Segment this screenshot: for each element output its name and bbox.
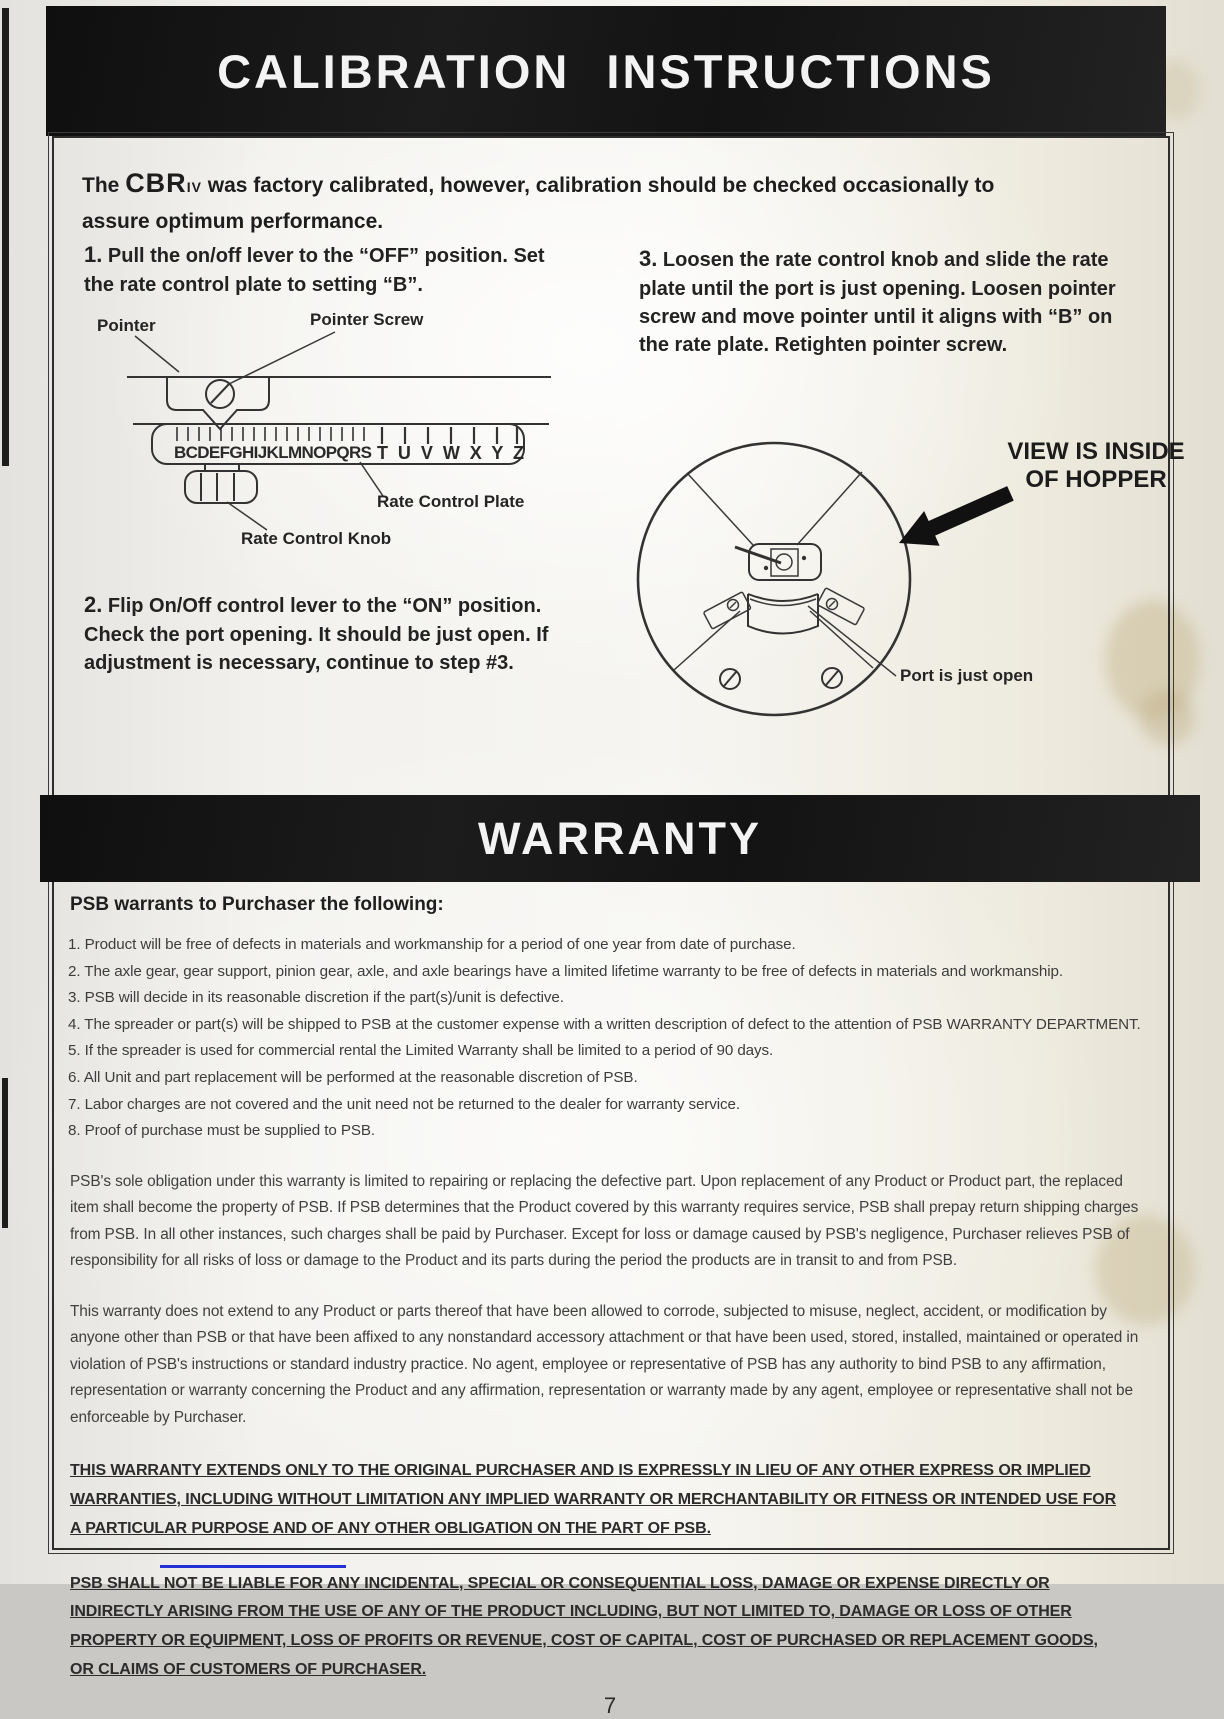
brand-name: CBR: [125, 168, 187, 198]
port-just-open-label: Port is just open: [900, 666, 1034, 685]
warranty-item: 8. Proof of purchase must be supplied to PSB.: [68, 1122, 376, 1140]
warranty-banner: [40, 795, 1200, 882]
warranty-item: 5. If the spreader is used for commercial rental the Limited Warranty shall be limited to a period of 90 days.: [68, 1042, 774, 1060]
pointer-label: Pointer: [97, 316, 156, 335]
warranty-banner-title: WARRANTY: [478, 812, 762, 864]
hopper-arrow-icon: [891, 476, 1018, 560]
rate-control-knob-label: Rate Control Knob: [241, 529, 392, 548]
step-3: [639, 244, 1135, 359]
intro-text: was factory calibrated, however, calibration should be checked occasionally to assure optimum performance.: [82, 174, 995, 234]
warranty-content: [54, 876, 1168, 1718]
hopper-diagram: [632, 410, 1192, 722]
warranty-item: 1. Product will be free of defects in materials and workmanship for a period of one year from date of purchase.: [68, 936, 796, 953]
plate-letters-spread: T U V W X Y Z: [377, 443, 524, 463]
warranty-item: 6. All Unit and part replacement will be performed at the reasonable discretion of PSB.: [68, 1068, 638, 1086]
step-3-number: 3.: [639, 246, 658, 271]
step-2: [84, 590, 564, 677]
brand-model: IV: [186, 179, 202, 195]
calibration-banner: [46, 6, 1166, 136]
step-1-number: 1.: [84, 242, 103, 267]
view-inside-hopper-label: VIEW IS INSIDE OF HOPPER: [1007, 438, 1185, 493]
warranty-item: 2. The axle gear, gear support, pinion gear, axle, and axle bearings have a limited lifetime warranty to be free of defects in materials and workmanship.: [68, 962, 1063, 980]
step-2-number: 2.: [84, 592, 103, 617]
scan-edge-artifact: [2, 8, 9, 466]
scan-blue-mark: [160, 1565, 346, 1568]
warranty-list: [68, 932, 1152, 1145]
pointer-screw-label: Pointer Screw: [310, 310, 424, 329]
scan-edge-artifact: [2, 1078, 8, 1228]
page-number: 7: [603, 1692, 617, 1718]
warranty-heading: PSB warrants to Purchaser the following:: [70, 894, 444, 915]
warranty-paragraph: This warranty does not extend to any Product or parts thereof that have been allowed to corrode, subjected to misuse, neglect, accident, or modification by anyone other than PSB or that have been affixed to any nonstandard accessory attachment or that have been used, stored, installed, maintained or operated in violation of PSB's instructions or standard industry practice. No agent, employee or representative of PSB has any authority to bind PSB to any affirmation, representation or warranty concerning the Product and any affirmation, representation or warranty made by any agent, employee or representative shall not be enforceable by Purchaser.: [70, 1302, 1139, 1426]
warranty-paragraph: PSB's sole obligation under this warranty is limited to repairing or replacing the defective part. Upon replacement of any Product or Product part, the replaced item shall become the property of PSB. If PSB determines that the Product covered by this warranty requires service, PSB shall prepay return shipping charges from PSB. In all other instances, such charges shall be paid by Purchaser. Except for loss or damage caused by PSB's negligence, Purchaser relieves PSB of responsibility for all risks of loss or damage to the Product and its parts during the period the products are in transit to and from PSB.: [70, 1172, 1139, 1270]
warranty-item: 3. PSB will decide in its reasonable discretion if the part(s)/unit is defective.: [68, 989, 564, 1007]
warranty-section: [52, 874, 1170, 1718]
intro-prefix: The: [82, 174, 120, 197]
step-1: [84, 240, 558, 299]
step-1-text: Pull the on/off lever to the “OFF” position. Set the rate control plate to setting “B”.: [84, 245, 545, 296]
calibration-intro: [82, 162, 1062, 239]
plate-letters-dense: BCDEFGHIJKLMNOPQRS: [174, 443, 372, 462]
rate-plate-drawing: [77, 310, 617, 562]
calibration-section: [52, 136, 1185, 798]
warranty-legal-paragraph: THIS WARRANTY EXTENDS ONLY TO THE ORIGINAL PURCHASER AND IS EXPRESSLY IN LIEU OF ANY OTHER EXPRESS OR IMPLIED WARRANTIES, INCLUDING WITHOUT LIMITATION ANY IMPLIED WARRANTY OR MERCHANTABILITY OR FITNESS OR INTENDED USE FOR A PARTICULAR PURPOSE AND OF ANY OTHER OBLIGATION ON THE PART OF PSB.: [70, 1462, 1117, 1537]
calibration-banner-title: CALIBRATION INSTRUCTIONS: [217, 44, 995, 98]
step-2-text: Flip On/Off control lever to the “ON” position. Check the port opening. It should be just open. If adjustment is necessary, continue to step #3.: [84, 595, 549, 674]
rate-control-plate-label: Rate Control Plate: [377, 492, 525, 511]
rate-plate-diagram: [77, 310, 617, 562]
warranty-legal-paragraph: PSB SHALL NOT BE LIABLE FOR ANY INCIDENTAL, SPECIAL OR CONSEQUENTIAL LOSS, DAMAGE OR EXPENSE DIRECTLY OR INDIRECTLY ARISING FROM THE USE OF ANY OF THE PRODUCT INCLUDING, BUT NOT LIMITED TO, DAMAGE OR LOSS OF OTHER PROPERTY OR EQUIPMENT, LOSS OF PROFITS OR REVENUE, COST OF CAPITAL, COST OF PURCHASED OR REPLACEMENT GOODS, OR CLAIMS OF CUSTOMERS OF PURCHASER.: [70, 1574, 1098, 1678]
step-3-text: Loosen the rate control knob and slide the rate plate until the port is just opening. Loosen pointer screw and move pointer until it aligns with “B” on the rate plate. Retighten pointer screw.: [639, 249, 1116, 356]
warranty-item: 4. The spreader or part(s) will be shipped to PSB at the customer expense with a written description of defect to the attention of PSB WARRANTY DEPARTMENT.: [68, 1015, 1141, 1033]
warranty-item: 7. Labor charges are not covered and the unit need not be returned to the dealer for warranty service.: [68, 1095, 740, 1113]
